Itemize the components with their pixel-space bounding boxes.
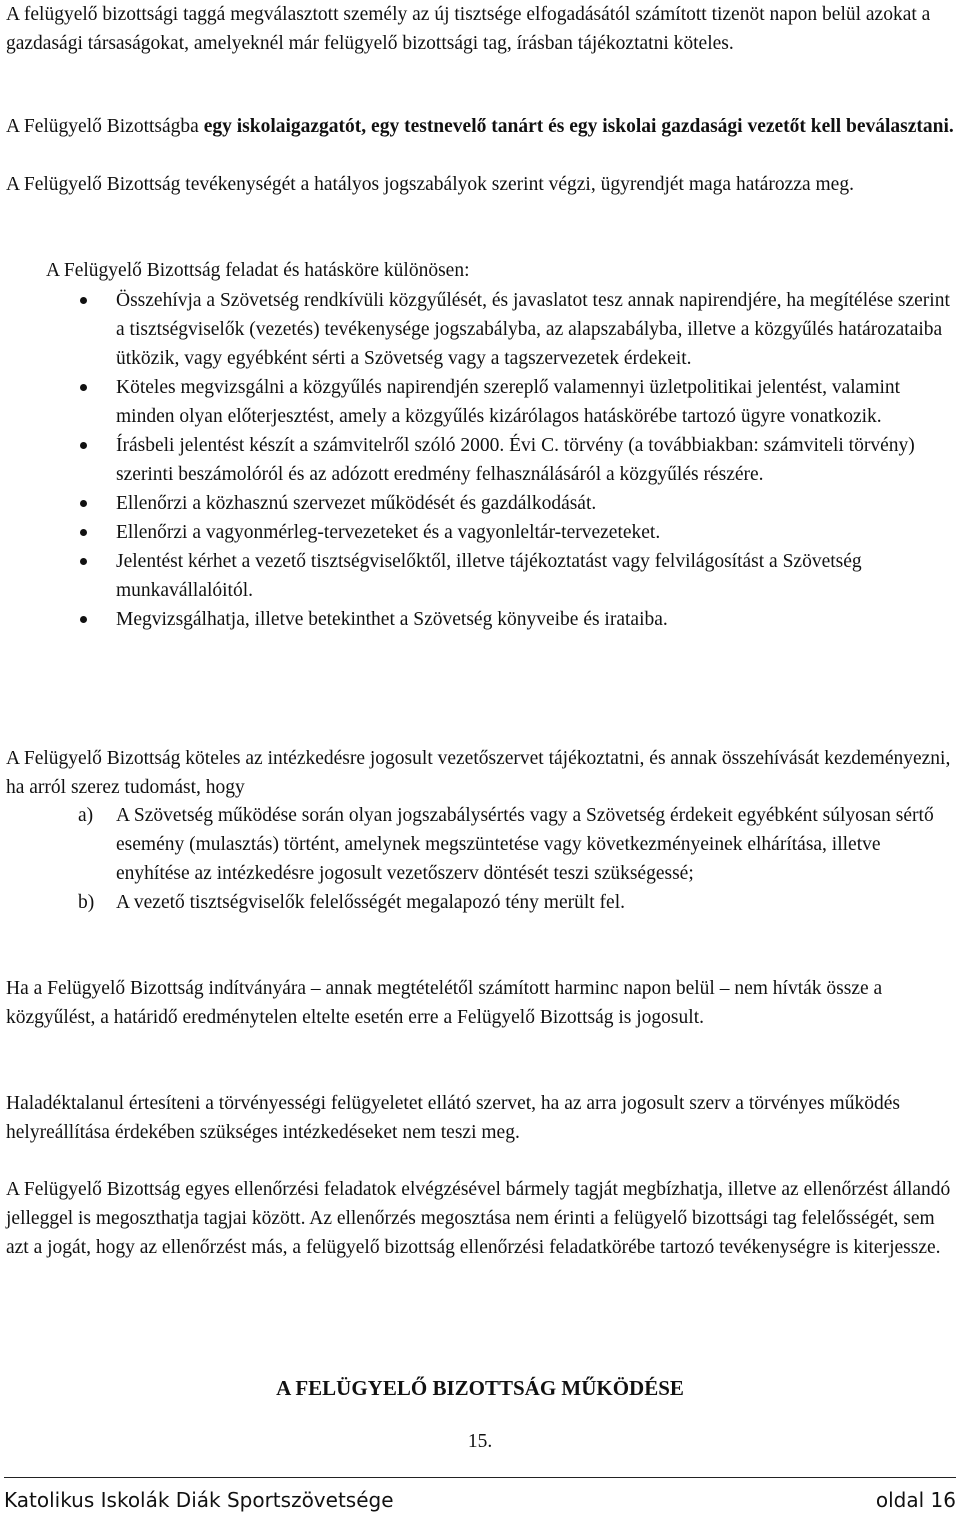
paragraph-board-composition-start: A Felügyelő Bizottságba <box>6 116 204 137</box>
list-item-text: Írásbeli jelentést készít a számvitelről szóló 2000. Évi C. törvény (a továbbiakban: számviteli törvény) szerinti beszámolóról és az adózott eredmény felhasználásáról a közgyűlés részére. <box>116 435 915 485</box>
list-item <box>0 801 954 888</box>
paragraph-membership-notice: A felügyelő bizottsági taggá megválasztott személy az új tisztsége elfogadásától számított tizenöt napon belül azokat a gazdasági társaságokat, amelyeknél már felügyelő bizottsági tag, írásban tájékoztatni köteles. <box>6 4 931 54</box>
paragraph-board-operation: A Felügyelő Bizottság tevékenységét a hatályos jogszabályok szerint végzi, ügyrendjét maga határozza meg. <box>6 174 854 195</box>
bullet-icon <box>80 558 87 565</box>
list-item <box>0 888 954 917</box>
list-item-text: Ellenőrzi a közhasznú szervezet működését és gazdálkodását. <box>116 493 597 514</box>
paragraph-notification-duty: A Felügyelő Bizottság köteles az intézkedésre jogosult vezetőszervet tájékoztatni, és annak összehívását kezdeményezni, ha arról szerez tudomást, hogy <box>6 748 951 798</box>
duties-list <box>0 286 954 634</box>
bullet-icon <box>80 297 87 304</box>
list-item-text: Köteles megvizsgálni a közgyűlés napirendjén szereplő valamennyi üzletpolitikai jelentést, valamint minden olyan előterjesztést, amely a közgyűlés kizárólagos hatáskörébe tartozó ügyre vonatkozik. <box>116 377 901 427</box>
bullet-icon <box>80 529 87 536</box>
paragraph-board-composition <box>6 112 954 141</box>
list-item <box>0 373 954 431</box>
list-item <box>0 518 954 547</box>
list-item-text: Összehívja a Szövetség rendkívüli közgyűlését, és javaslatot tesz annak napirendjére, ha megítélése szerint a tisztségviselők (vezetés) tevékenysége jogszabályba, az alapszabályba, illetve a közgyűlés határozataiba ütközik, vagy egyébként sérti a Szövetség vagy a tagszervezetek érdekeit. <box>116 290 950 369</box>
list-item <box>0 489 954 518</box>
list-marker: b) <box>78 892 95 913</box>
paragraph-supervisory-notice: Haladéktalanul értesíteni a törvényességi felügyeletet ellátó szervet, ha az arra jogosult szerv a törvényes működés helyreállítása érdekében szükséges intézkedéseket nem teszi meg. <box>6 1093 900 1143</box>
bullet-icon <box>80 616 87 623</box>
bullet-icon <box>80 384 87 391</box>
paragraph-convening-right: Ha a Felügyelő Bizottság indítványára – annak megtételétől számított harminc napon belül – nem hívták össze a közgyűlést, a határidő eredménytelen eltelte esetén erre a Felügyelő Bizottság is jogosult. <box>6 978 883 1028</box>
list-item <box>0 605 954 634</box>
paragraph-delegation: A Felügyelő Bizottság egyes ellenőrzési feladatok elvégzésével bármely tagját megbízhatja, illetve az ellenőrzést állandó jelleggel is megoszthatja tagjai között. Az ellenőrzés megosztása nem érinti a felügyelő bizottsági tag felelősségét, sem azt a jogát, hogy az ellenőrzést más, a felügyelő bizottság ellenőrzési feladatkörébe tartozó tevékenységre is kiterjessze. <box>6 1179 951 1258</box>
list-marker: a) <box>78 805 94 826</box>
bullet-icon <box>80 442 87 449</box>
footer-divider <box>4 1477 956 1478</box>
list-item <box>0 431 954 489</box>
conditions-list <box>0 801 954 917</box>
section-page-number: 15. <box>467 1431 493 1452</box>
list-item <box>0 547 954 605</box>
section-heading: A FELÜGYELŐ BIZOTTSÁG MŰKÖDÉSE <box>276 1376 684 1400</box>
footer-page-label: oldal 16 <box>875 1488 956 1512</box>
paragraph-board-composition-bold: egy iskolaigazgatót, egy testnevelő tanárt és egy iskolai gazdasági vezetőt kell beválasztani. <box>203 116 954 137</box>
list-item-text: A Szövetség működése során olyan jogszabálysértés vagy a Szövetség érdekeit egyébként súlyosan sértő esemény (mulasztás) történt, amelynek megszüntetése vagy következményeinek elhárítása, illetve enyhítése az intézkedésre jogosult vezetőszerv döntését teszi szükségessé; <box>116 805 934 884</box>
paragraph-duties-intro: A Felügyelő Bizottság feladat és hatásköre különösen: <box>46 260 470 281</box>
list-item-text: Ellenőrzi a vagyonmérleg-tervezeteket és a vagyonleltár-tervezeteket. <box>116 522 661 543</box>
bullet-icon <box>80 500 87 507</box>
list-item-text: Jelentést kérhet a vezető tisztségviselőktől, illetve tájékoztatást vagy felvilágosítást a Szövetség munkavállalóitól. <box>116 551 862 601</box>
list-item-text: Megvizsgálhatja, illetve betekinthet a Szövetség könyveibe és irataiba. <box>116 609 668 630</box>
list-item-text: A vezető tisztségviselők felelősségét megalapozó tény merült fel. <box>116 892 625 913</box>
footer-organization: Katolikus Iskolák Diák Sportszövetsége <box>4 1488 394 1512</box>
list-item <box>0 286 954 373</box>
